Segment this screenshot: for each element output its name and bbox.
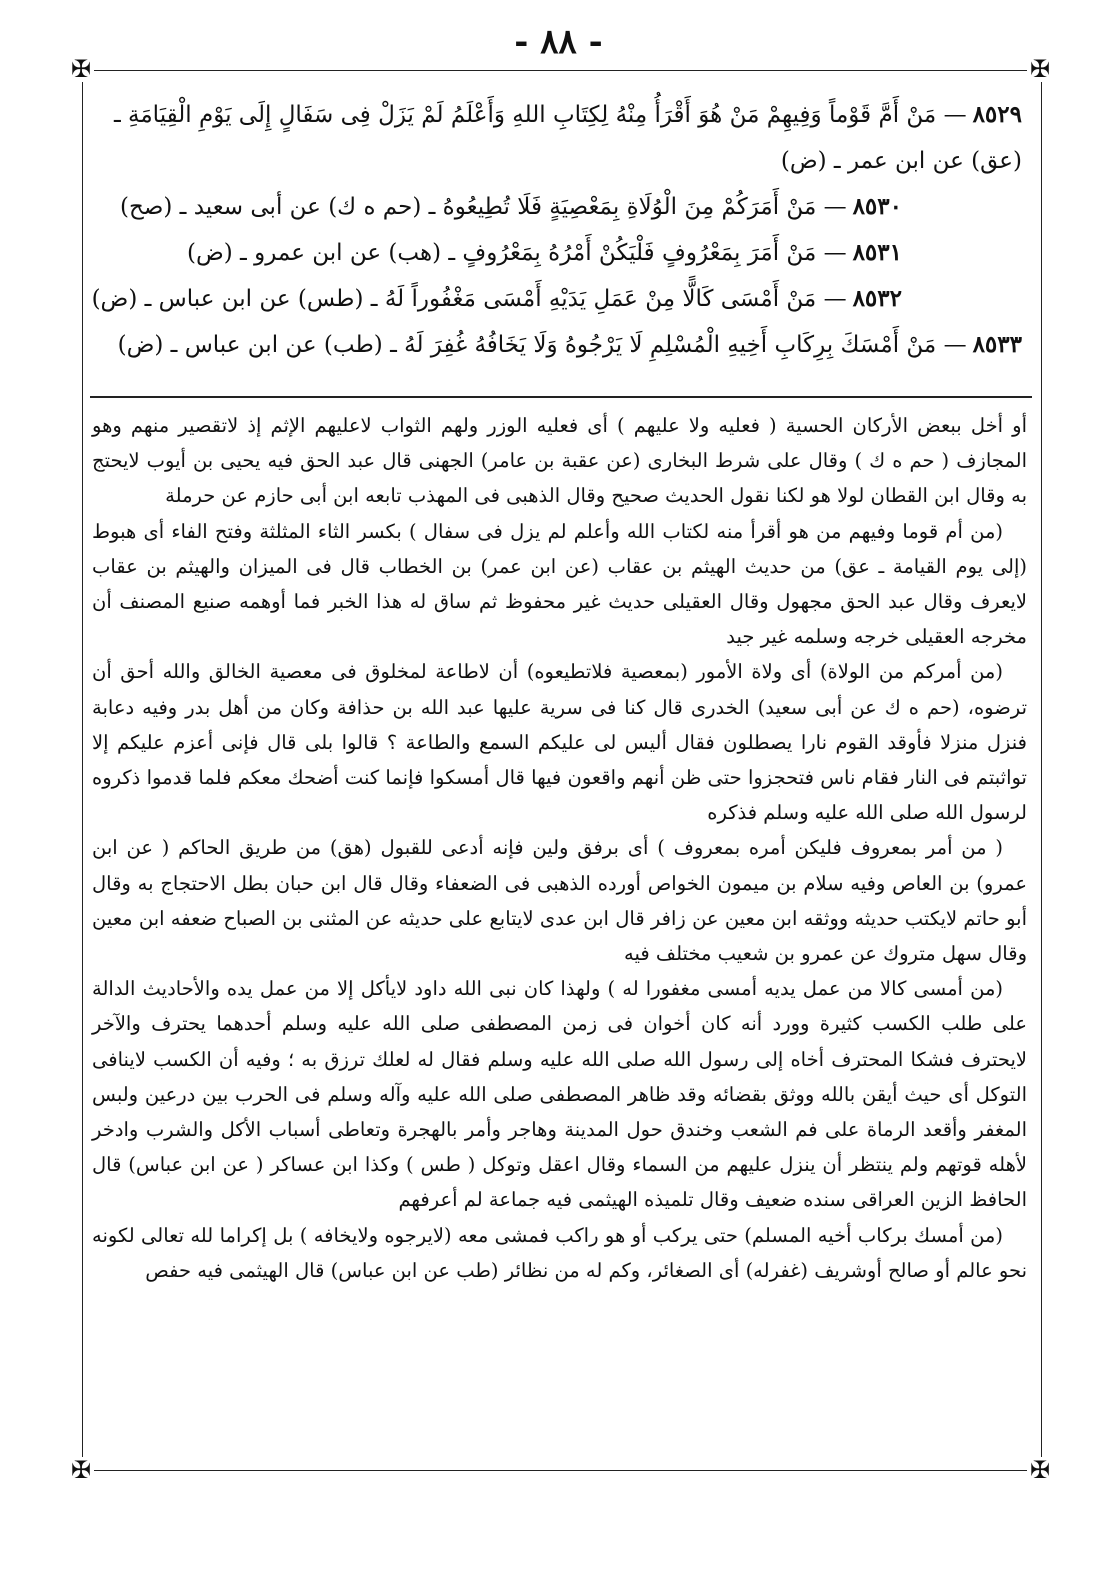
- commentary-paragraph: (من أمركم من الولاة) أى ولاة الأمور (بمعصية فلاتطيعوه) أن لاطاعة لمخلوق فى معصية الخالق والله أحق أن ترضوه، (حم ه ك عن أبى سعيد) الخدرى قال كنا فى سرية عليها عبد الله بن حذافة وكان من أهل بدر وفيه دعابة فنزل منزلا فأوقد القوم نارا يصطلون فقال أليس لى عليكم السمع والطاعة ؟ قالوا بلى قال فإنى أعزم عليكم إلا تواثبتم فى النار فقام ناس فتحجزوا حتى ظن أنهم واقعون فيها قال أمسكوا فإنما كنت أضحك معكم فلما قدموا ذكروه لرسول الله صلى الله عليه وسلم فذكره: [92, 660, 1027, 825]
- section-divider: [90, 396, 1032, 398]
- hadith-entry: [100, 138, 1022, 184]
- hadith-number: ٨٥٣١: [852, 239, 902, 266]
- corner-ornament-icon: ✠: [1027, 1457, 1053, 1483]
- hadith-number: ٨٥٢٩: [972, 101, 1022, 128]
- hadith-number: ٨٥٣٠: [852, 193, 902, 220]
- hadith-number: ٨٥٣٣: [972, 331, 1022, 358]
- hadith-list: [91, 92, 1022, 368]
- hadith-text: — مَنْ أَمَرَكُمْ مِنَ الْوُلَاةِ بِمَعْصِيَةٍ فَلَا تُطِيعُوهُ ـ (حم ه ك) عن أبى سعيد ـ (صح): [120, 194, 847, 220]
- commentary-paragraph: (من أمسى كالا من عمل يديه أمسى مغفورا له ) ولهذا كان نبى الله داود لايأكل إلا من عمل يده والأحاديث الدالة على طلب الكسب كثيرة وورد أنه كان أخوان فى زمن المصطفى صلى الله عليه وسلم أحدهما يحترف والآخر لايحترف فشكا المحترف أخاه إلى رسول الله صلى الله عليه وسلم فقال له لعلك ترزق به ؛ وفيه أن الكسب لاينافى التوكل أى حيث أيقن بالله ووثق بقضائه وقد ظاهر المصطفى صلى الله عليه وآله وسلم فى الحرب بين درعين ولبس المغفر وأقعد الرماة على فم الشعب وخندق حول المدينة وهاجر وأمر بالهجرة وتعاطى أسباب الأكل والشرب وادخر لأهله قوتهم ولم ينتظر أن ينزل عليهم من السماء وقال اعقل وتوكل ( طس ) وكذا ابن عساكر ( عن ابن عباس) قال الحافظ الزين العراقى سنده ضعيف وقال تلميذه الهيثمى فيه جماعة لم أعرفهم: [92, 977, 1027, 1212]
- hadith-entry: [100, 230, 1022, 276]
- hadith-text: — مَنْ أَمْسَكَ بِرِكَابِ أَخِيهِ الْمُسْلِمِ لَا يَرْجُوهُ وَلَا يَخَافُهُ غُفِرَ لَهُ ـ (طب) عن ابن عباس ـ (ض): [117, 332, 967, 358]
- hadith-number: ٨٥٣٢: [852, 285, 902, 312]
- commentary-paragraph: أو أخل ببعض الأركان الحسية ( فعليه ولا عليهم ) أى فعليه الوزر ولهم الثواب لاعليهم الإثم إذ لاتقصير منهم وهو المجازف ( حم ه ك ) وقال على شرط البخارى (عن عقبة بن عامر) الجهنى قال عبد الحق فيه يحيى بن أيوب لايحتج به وقال ابن القطان لولا هو لكنا نقول الحديث صحيح وقال الذهبى فى المهذب تابعه ابن أبى حازم عن حرملة: [92, 414, 1027, 508]
- hadith-text: (عق) عن ابن عمر ـ (ض): [780, 148, 1022, 174]
- hadith-entry: [100, 322, 1022, 368]
- corner-ornament-icon: ✠: [1027, 56, 1053, 82]
- commentary: [92, 408, 1027, 1288]
- frame-top-rule: [82, 70, 1040, 71]
- hadith-text: — مَنْ أَمْسَى كَالًّا مِنْ عَمَلِ يَدَيْهِ أَمْسَى مَغْفُوراً لَهُ ـ (طس) عن ابن عباس ـ (ض): [91, 286, 847, 312]
- commentary-paragraph: (من أم قوما وفيهم من هو أقرأ منه لكتاب الله وأعلم لم يزل فى سفال ) بكسر الثاء المثلثة وفتح الفاء أى هبوط (إلى يوم القيامة ـ عق) من حديث الهيثم بن عقاب (عن ابن عمر) بن الخطاب قال فى الميزان والهيثم بن عقاب لايعرف وقال عبد الحق مجهول وقال العقيلى حديث غير محفوظ ثم ساق له هذا الخبر فما أوهمه صنيع المصنف أن مخرجه العقيلى خرجه وسلمه غير جيد: [92, 519, 1027, 649]
- commentary-paragraph: (من أمسك بركاب أخيه المسلم) حتى يركب أو هو راكب فمشى معه (لايرجوه ولايخافه ) بل إكراما لله تعالى لكونه نحو عالم أو صالح أوشريف (غفرله) أى الصغائر، وكم له من نظائر (طب عن ابن عباس) قال الهيثمى فيه حفص: [92, 1223, 1027, 1282]
- hadith-text: — مَنْ أَمَّ قَوْماً وَفِيهِمْ مَنْ هُوَ أَقْرَأُ مِنْهُ لِكِتَابِ اللهِ وَأَعْلَمُ لَمْ يَزَلْ فِى سَفَالٍ إِلَى يَوْمِ الْقِيَامَةِ ـ: [113, 102, 967, 128]
- commentary-paragraph: ( من أمر بمعروف فليكن أمره بمعروف ) أى برفق ولين فإنه أدعى للقبول (هق) من طريق الحاكم ( عن ابن عمرو) بن العاص وفيه سلام بن ميمون الخواص أورده الذهبى فى الضعفاء وقال قال ابن حبان بطل الاحتجاج به وقال أبو حاتم لايكتب حديثه ووثقه ابن معين عن زافر قال ابن عدى لايتابع على حديثه عن المثنى بن الصباح ضعفه ابن معين وقال سهل متروك عن عمرو بن شعيب مختلف فيه: [92, 836, 1027, 966]
- hadith-entry: [100, 184, 1022, 230]
- corner-ornament-icon: ✠: [68, 56, 94, 82]
- page-number: - ٨٨ -: [514, 22, 603, 62]
- hadith-text: — مَنْ أَمَرَ بِمَعْرُوفٍ فَلْيَكُنْ أَمْرُهُ بِمَعْرُوفٍ ـ (هب) عن ابن عمرو ـ (ض): [186, 240, 847, 266]
- hadith-entry: [91, 276, 1022, 322]
- frame-bottom-rule: [82, 1470, 1040, 1471]
- corner-ornament-icon: ✠: [68, 1457, 94, 1483]
- hadith-entry: [100, 92, 1022, 138]
